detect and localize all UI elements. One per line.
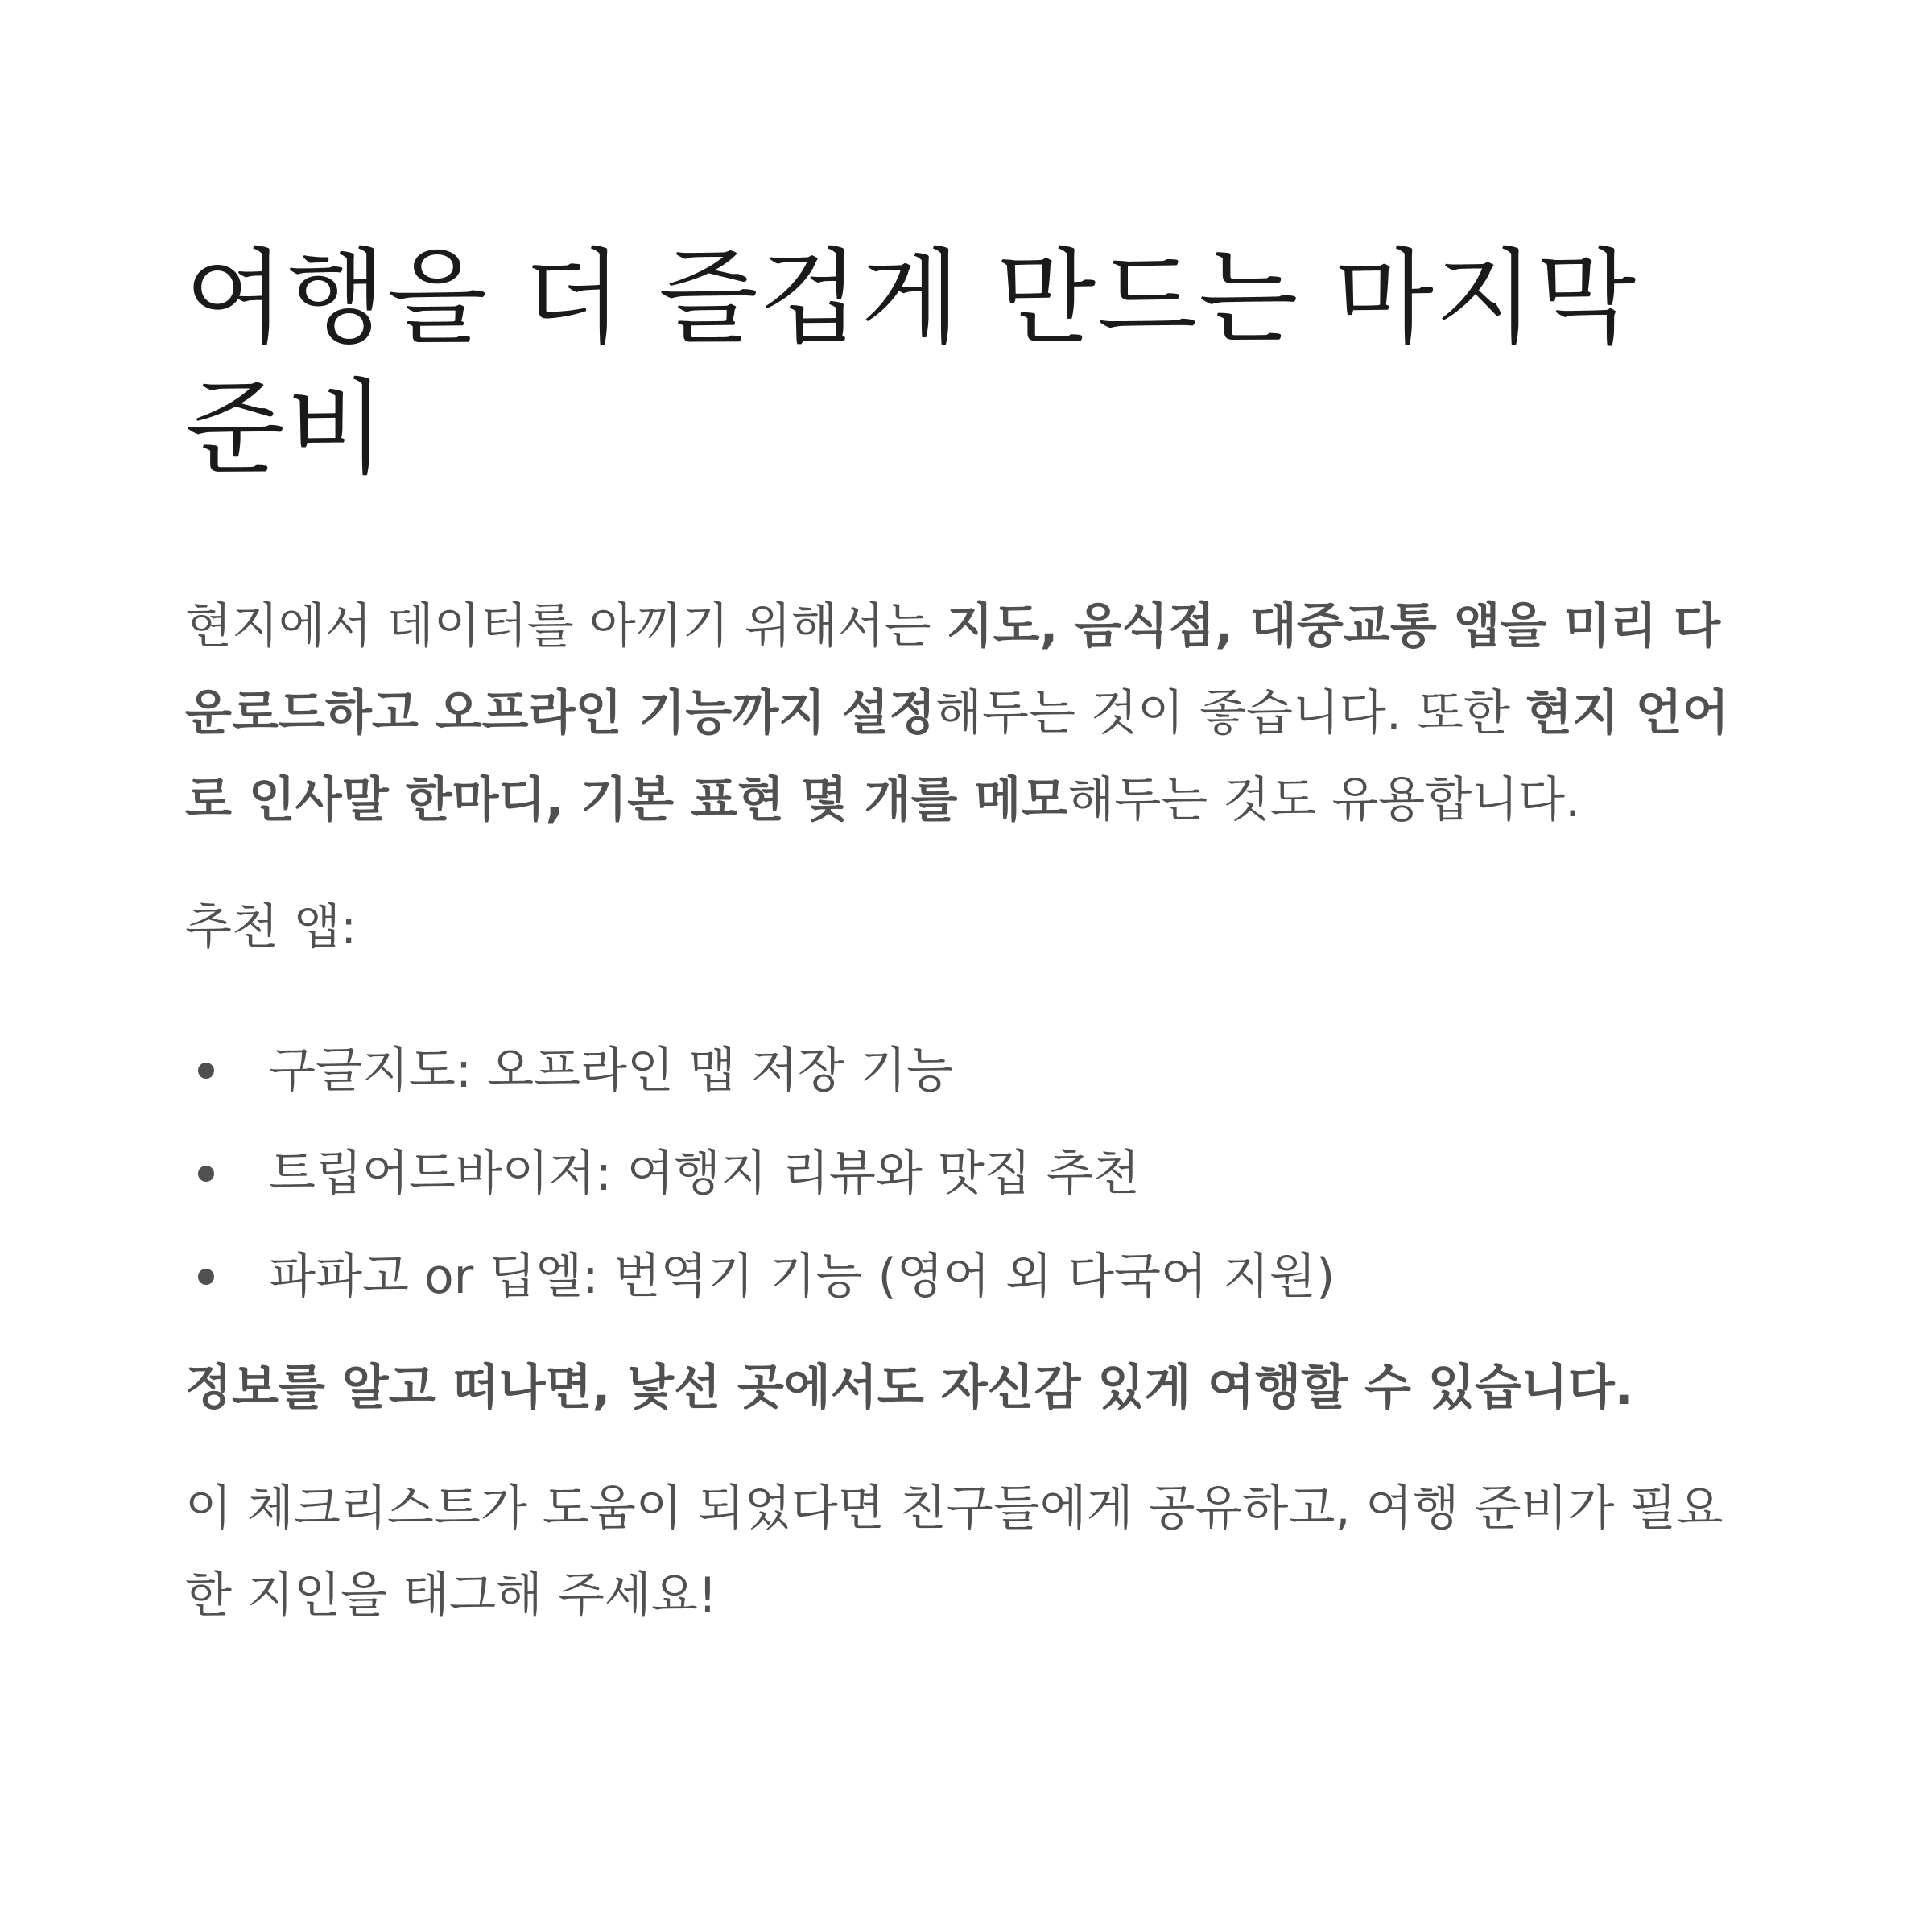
bullet-icon	[198, 1063, 214, 1079]
closing-bold: 정보를 알고 떠나면, 낯선 곳에서도 자신감 있게 여행할 수 있습니다.	[185, 1360, 1633, 1416]
list-item	[185, 1225, 1763, 1328]
intro-bold-2: 현지 언어로 인사말 한마디, 기본 표현 몇 개를 메모	[185, 685, 1729, 828]
app-item-text: 트립어드바이저: 여행지 리뷰와 맛집 추천	[269, 1146, 1140, 1202]
list-item	[185, 1122, 1763, 1225]
intro-text-1: 현지에서 데이터를 아끼기 위해서는	[185, 598, 947, 654]
bullet-icon	[198, 1166, 214, 1182]
bullet-icon	[198, 1269, 214, 1285]
share-paragraph: 이 체크리스트가 도움이 되었다면 친구들에게 공유하고, 여행 준비가 필요한 지인을 태그해 주세요!	[185, 1480, 1724, 1624]
intro-text-3: 해두는 것도 유용합니다.	[1067, 772, 1581, 828]
page-title: 여행을 더 즐겁게 만드는 마지막 준비	[185, 238, 1638, 489]
intro-text-2: 해두는 것이 좋습니다. 또한	[935, 685, 1525, 741]
intro-paragraph	[185, 583, 1763, 844]
closing-statement	[185, 1344, 1763, 1431]
app-item-text: 파파고 or 딥엘: 번역기 기능 (영어 외 다국어 지원)	[269, 1249, 1335, 1305]
app-list	[185, 1019, 1763, 1328]
list-item	[185, 1019, 1763, 1122]
intro-bold-1: 지도, 음식점, 대중교통 앱을 미리 다운로드하고 오프라인 기능까지 설정	[185, 598, 1721, 741]
apps-heading: 추천 앱:	[185, 899, 357, 956]
app-item-text: 구글지도: 오프라인 맵 저장 기능	[269, 1042, 953, 1099]
document-page	[185, 233, 1763, 1639]
